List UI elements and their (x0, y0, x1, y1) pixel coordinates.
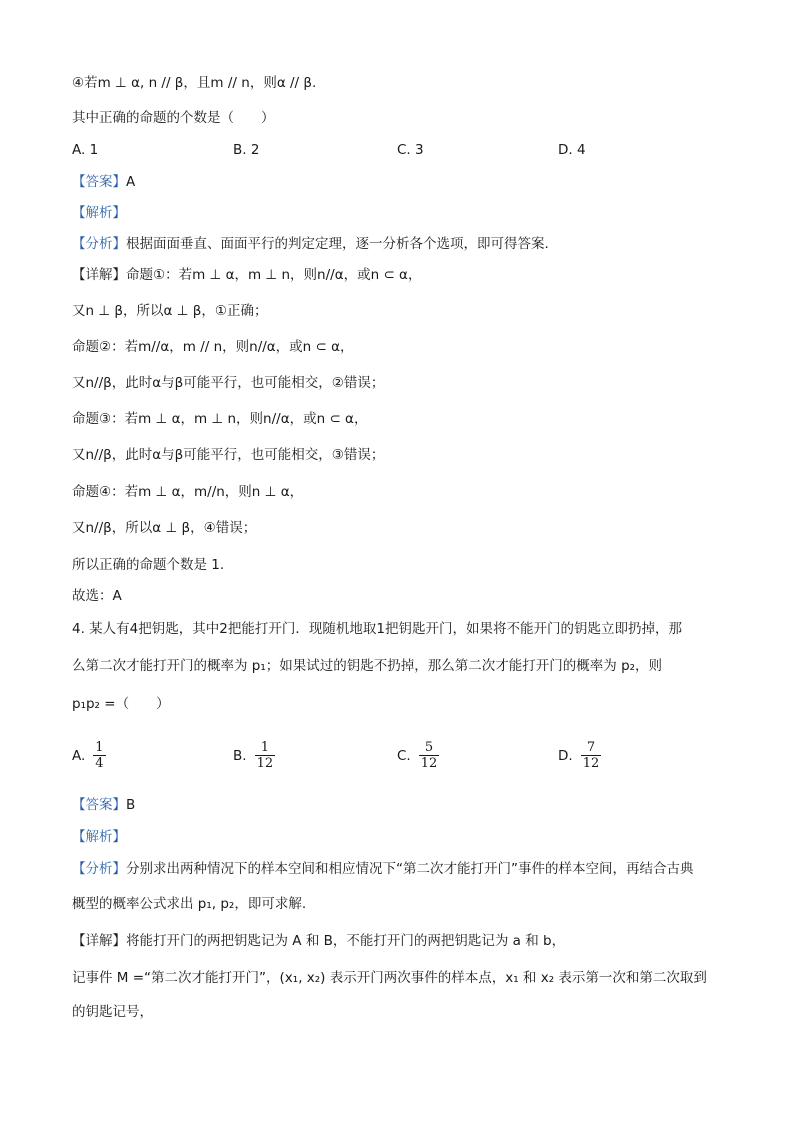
q3-option-c: C. 3 (397, 142, 424, 158)
q4-answer (72, 795, 135, 815)
q3-detail-line: 又n//β，所以α ⊥ β，④错误； (72, 520, 257, 536)
q4-option-b (233, 740, 275, 771)
q4-detail-line: 记事件 M =“第二次才能打开门”，(x₁, x₂) 表示开门两次事件的样本点，x₁ 和 x₂ 表示第一次和第二次取到 (72, 970, 707, 986)
q3-detail-line: 又n//β，此时α与β可能平行，也可能相交，②错误； (72, 375, 385, 391)
q3-jiexi-label: 【解析】 (72, 205, 126, 221)
option-label: B. (233, 747, 247, 764)
option-fraction (255, 740, 276, 771)
fraction-numerator: 5 (419, 740, 440, 756)
q3-fenxi (72, 234, 549, 254)
q4-fenxi-cont: 概型的概率公式求出 p₁, p₂，即可求解. (72, 896, 307, 912)
q4-stem-line: p₁p₂ =（ ） (72, 696, 170, 712)
fraction-denominator: 4 (95, 756, 104, 771)
q3-detail-line: 【详解】命题①：若m ⊥ α，m ⊥ n，则n//α，或n ⊂ α， (72, 267, 422, 283)
q4-detail-line: 的钥匙记号， (72, 1004, 153, 1020)
q3-option-b: B. 2 (233, 142, 260, 158)
answer-value: B (126, 797, 136, 813)
q3-detail-line: 故选：A (72, 588, 122, 604)
q3-option-d: D. 4 (558, 142, 586, 158)
answer-value: A (126, 174, 136, 190)
answer-label: 【答案】 (72, 174, 126, 190)
answer-label: 【答案】 (72, 797, 126, 813)
option-fraction (581, 740, 602, 771)
q3-detail-line: 又n//β，此时α与β可能平行，也可能相交，③错误； (72, 447, 385, 463)
fraction-denominator: 12 (256, 756, 274, 771)
q4-fenxi (72, 859, 694, 879)
q4-option-d (558, 740, 601, 771)
option-label: C. (397, 747, 411, 764)
fenxi-label: 【分析】 (72, 861, 126, 877)
fenxi-label: 【分析】 (72, 236, 126, 252)
q4-option-c (397, 740, 439, 771)
q4-jiexi-label: 【解析】 (72, 829, 126, 845)
fenxi-text: 根据面面垂直、面面平行的判定定理，逐一分析各个选项，即可得答案. (126, 236, 549, 252)
q3-detail-line: 命题④：若m ⊥ α，m//n，则n ⊥ α， (72, 484, 304, 500)
q4-detail-line: 【详解】将能打开门的两把钥匙记为 A 和 B，不能打开门的两把钥匙记为 a 和 b， (72, 933, 566, 949)
q3-detail-line: 所以正确的命题个数是 1. (72, 557, 225, 573)
q4-stem-line: 4. 某人有4把钥匙，其中2把能打开门．现随机地取1把钥匙开门，如果将不能开门的钥匙立即扔掉，那 (72, 621, 682, 637)
fraction-denominator: 12 (582, 756, 600, 771)
fenxi-text: 分别求出两种情况下的样本空间和相应情况下“第二次才能打开门”事件的样本空间，再结合古典 (126, 861, 694, 877)
fraction-numerator: 7 (581, 740, 602, 756)
q3-detail-line: 命题③：若m ⊥ α，m ⊥ n，则n//α，或n ⊂ α， (72, 411, 368, 427)
option-fraction (419, 740, 440, 771)
q3-question: 其中正确的命题的个数是（ ） (72, 110, 275, 126)
q4-option-a (72, 740, 106, 771)
q4-stem-line: 么第二次才能打开门的概率为 p₁；如果试过的钥匙不扔掉，那么第二次才能打开门的概率为 p₂，则 (72, 658, 663, 674)
q3-detail-line: 又n ⊥ β，所以α ⊥ β，①正确； (72, 303, 268, 319)
option-label: D. (558, 747, 573, 764)
q3-option-a: A. 1 (72, 142, 99, 158)
prop4-line: ④若m ⊥ α, n // β，且m // n，则α // β. (72, 75, 317, 91)
fraction-numerator: 1 (95, 740, 104, 755)
fraction-denominator: 12 (420, 756, 438, 771)
q3-detail-line: 命题②：若m//α，m // n，则n//α，或n ⊂ α， (72, 339, 354, 355)
option-label: A. (72, 747, 86, 764)
q3-answer (72, 172, 135, 192)
option-fraction (93, 740, 105, 771)
fraction-numerator: 1 (255, 740, 276, 756)
